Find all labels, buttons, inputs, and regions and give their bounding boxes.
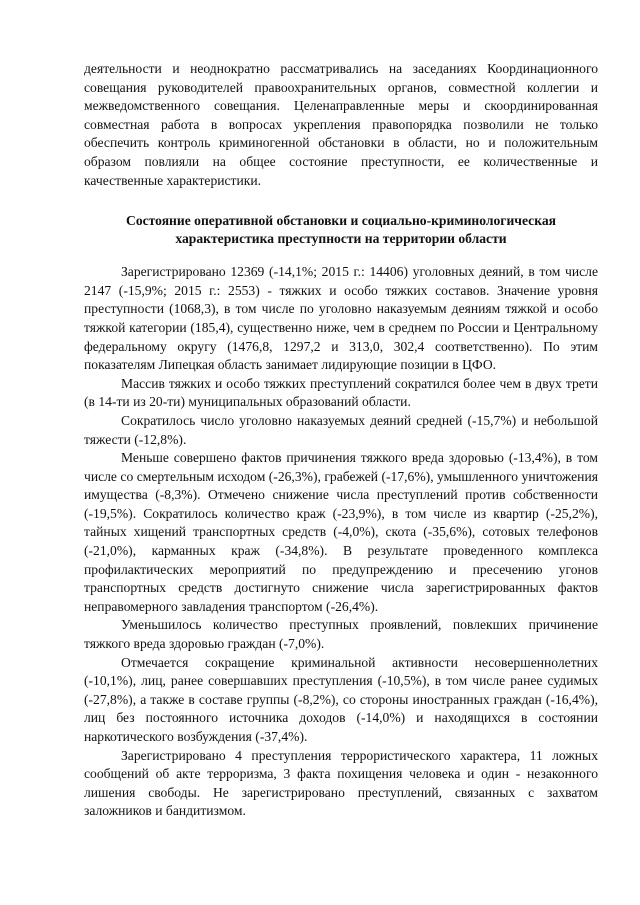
paragraph-terrorism: Зарегистрировано 4 преступления террористического характера, 11 ложных сообщений об акте терроризма, 3 факта похищения человека и один - незаконного лишения свободы. Не зарегистрировано преступлений, связанных с захватом заложников и бандитизмом.	[84, 747, 598, 819]
section-heading: Состояние оперативной обстановки и социально-криминологическая характеристика преступности на территории области	[126, 213, 556, 247]
document-page	[84, 60, 598, 821]
paragraph-violent-property-crimes: Меньше совершено фактов причинения тяжкого вреда здоровью (-13,4%), в том числе со смертельным исходом (-26,3%), грабежей (-17,6%), умышленного уничтожения имущества (-8,3%). Отмечено снижение числа преступлений против собственности (-19,5%). Сократилось количество краж (-23,9%), в том числе из квартир (-25,2%), тайных хищений транспортных средств (-4,0%), скота (-35,6%), сотовых телефонов (-21,0%), карманных краж (-34,8%). В результате проведенного комплекса профилактических мероприятий по предупреждению и пресечению угонов транспортных средств достигнуто снижение числа зарегистрированных фактов неправомерного завладения транспортом (-26,4%).	[84, 450, 598, 614]
paragraph-medium-severity: Сократилось число уголовно наказуемых деяний средней (-15,7%) и небольшой тяжести (-12,8%).	[84, 412, 598, 447]
paragraph-health-harm: Уменьшилось количество преступных проявлений, повлекших причинение тяжкого вреда здоровью граждан (-7,0%).	[84, 617, 598, 652]
intro-paragraph: деятельности и неоднократно рассматривались на заседаниях Координационного совещания руководителей правоохранительных органов, совместной коллегии и межведомственного совещания. Целенаправленные меры и скоординированная совместная работа в вопросах укрепления правопорядка позволили не только обеспечить контроль криминогенной обстановки в области, но и положительным образом повлияли на общее состояние преступности, ее количественные и качественные характеристики.	[84, 61, 598, 188]
paragraph-offender-categories: Отмечается сокращение криминальной активности несовершеннолетних (-10,1%), лиц, ранее совершавших преступления (-10,5%), в том числе ранее судимых (-27,8%), а также в составе группы (-8,2%), со стороны иностранных граждан (-16,4%), лиц без постоянного источника доходов (-14,0%) и находящихся в состоянии наркотического возбуждения (-37,4%).	[84, 654, 598, 744]
paragraph-grave-crimes-decline: Массив тяжких и особо тяжких преступлений сократился более чем в двух трети (в 14-ти из 20-ти) муниципальных образований области.	[84, 375, 598, 410]
paragraph-registered-crimes: Зарегистрировано 12369 (-14,1%; 2015 г.: 14406) уголовных деяний, в том числе 2147 (-15,9%; 2015 г.: 2553) - тяжких и особо тяжких составов. Значение уровня преступности (1068,3), в том числе по уголовно наказуемым деяниям тяжкой и особо тяжкой категории (185,4), существенно ниже, чем в среднем по России и Центральному федеральному округу (1476,8, 1297,2 и 313,0, 302,4 соответственно). По этим показателям Липецкая область занимает лидирующие позиции в ЦФО.	[84, 264, 598, 373]
